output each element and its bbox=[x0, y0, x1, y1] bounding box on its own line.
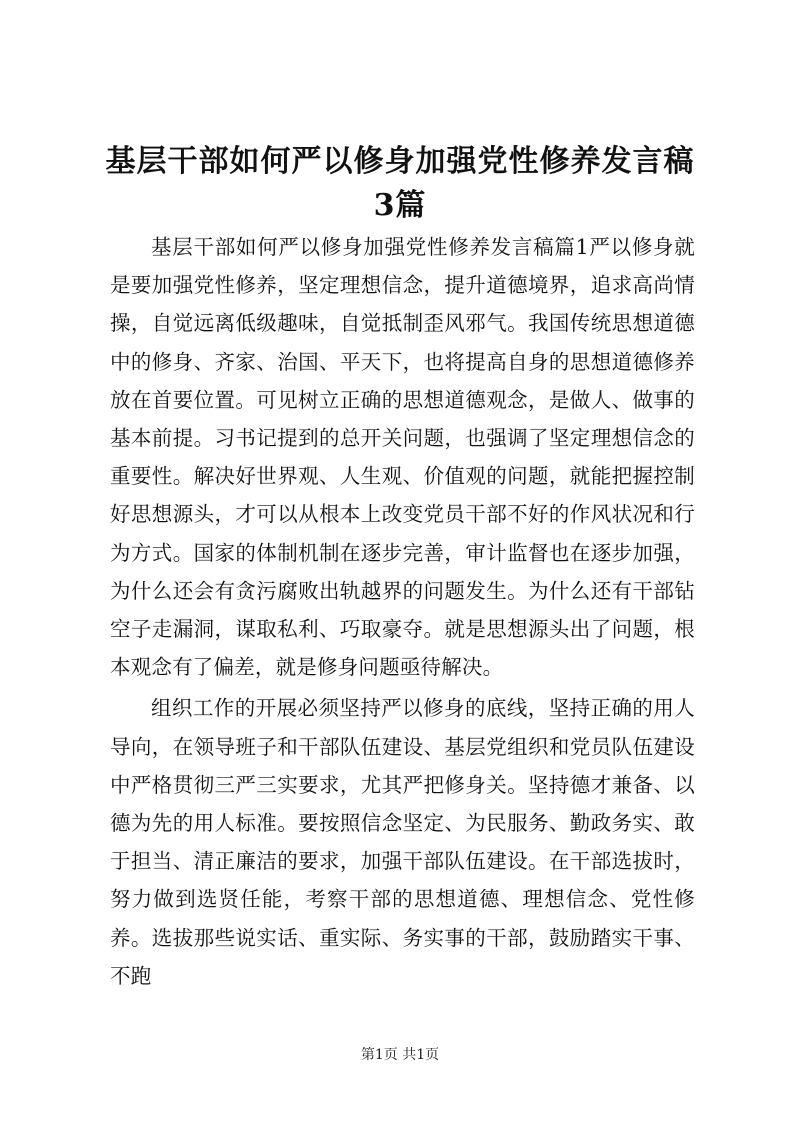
body-paragraph-1: 基层干部如何严以修身加强党性修养发言稿篇1严以修身就是要加强党性修养，坚定理想信念，提升道德境界，追求高尚情操，自觉远离低级趣味，自觉抵制歪风邪气。我国传统思想道德中的修身、齐家、治国、平天下，也将提高自身的思想道德修养放在首要位置。可见树立正确的思想道德观念，是做人、做事的基本前提。习书记提到的总开关问题，也强调了坚定理想信念的重要性。解决好世界观、人生观、价值观的问题，就能把握控制好思想源头，才可以从根本上改变党员干部不好的作风状况和行为方式。国家的体制机制在逐步完善，审计监督也在逐步加强，为什么还会有贪污腐败出轨越界的问题发生。为什么还有干部钻空子走漏洞，谋取私利、巧取豪夺。就是思想源头出了问题，根本观念有了偏差，就是修身问题亟待解决。 bbox=[110, 235, 695, 680]
page-footer: 第1页 共1页 bbox=[360, 1047, 440, 1063]
document-title: 基层干部如何严以修身加强党性修养发言稿3篇 bbox=[105, 144, 695, 223]
document-body bbox=[110, 228, 695, 998]
body-paragraph-2: 组织工作的开展必须坚持严以修身的底线，坚持正确的用人导向，在领导班子和干部队伍建设、基层党组织和党员队伍建设中严格贯彻三严三实要求，尤其严把修身关。坚持德才兼备、以德为先的用人标准。要按照信念坚定、为民服务、勤政务实、敢于担当、清正廉洁的要求，加强干部队伍建设。在干部选拔时，努力做到选贤任能，考察干部的思想道德、理想信念、党性修养。选拔那些说实话、重实际、务实事的干部，鼓励踏实干事、不跑 bbox=[110, 696, 695, 988]
